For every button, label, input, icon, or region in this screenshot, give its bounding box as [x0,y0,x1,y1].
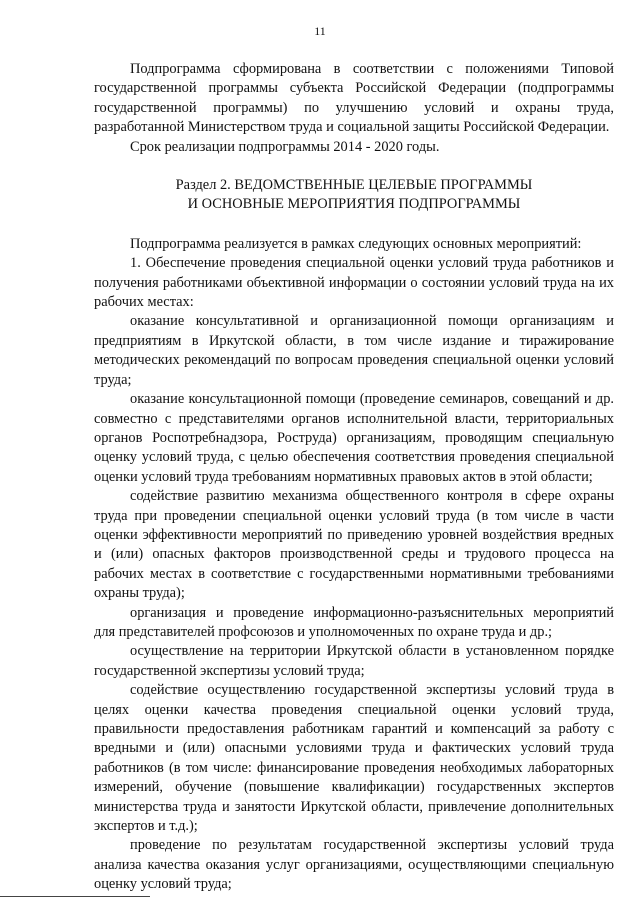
list-subitem: содействие развитию механизма общественного контроля в сфере охраны труда при проведении специальной оценки условий труда (в том числе в части оценки эффективности мероприятий по приведению уровней воздействия вредных и (или) опасных факторов производственной среды и трудового процесса на рабочих местах в соответствие с государственными нормативными требованиями охраны труда); [94,488,614,602]
section-lead: Подпрограмма реализуется в рамках следующих основных мероприятий: [130,235,582,252]
intro-paragraph: Срок реализации подпрограммы 2014 - 2020 годы. [130,138,440,155]
page-number: 11 [314,24,326,38]
document-body [94,60,614,895]
intro-paragraph: Подпрограмма сформирована в соответствии с положениями Типовой государственной программы субъекта Российской Федерации (подпрограммы государственной программы) по улучшению условий и охраны труда, разработанной Министерством труда и социальной защиты Российской Федерации. [94,61,614,136]
list-subitem: содействие осуществлению государственной экспертизы условий труда в целях оценки качества проведения специальной оценки условий труда, правильности предоставления работникам гарантий и компенсаций за работу с вредными и (или) опасными условиями труда и фактических условий труда работников (в том числе: финансирование проведения необходимых лабораторных измерений, обучение (повышение квалификации) государственных экспертов министерства труда и занятости Иркутской области, привлечение дополнительных экспертов и т.д.); [94,682,614,835]
list-subitem: организация и проведение информационно-разъяснительных мероприятий для представителей профсоюзов и уполномоченных по охране труда и др.; [94,604,614,640]
list-subitem: осуществление на территории Иркутской области в установленном порядке государственной экспертизы условий труда; [94,643,614,679]
section-heading-line: И ОСНОВНЫЕ МЕРОПРИЯТИЯ ПОДПРОГРАММЫ [187,196,521,213]
list-subitem: проведение по результатам государственной экспертизы условий труда анализа качества оказания услуг организациями, осуществляющими специальную оценку условий труда; [94,837,614,893]
section-heading-line: Раздел 2. ВЕДОМСТВЕННЫЕ ЦЕЛЕВЫЕ ПРОГРАММЫ [175,177,533,194]
section-heading [94,176,614,215]
list-subitem: оказание консультативной и организационной помощи организациям и предприятиям в Иркутской области, в том числе издание и тиражирование методических рекомендаций по вопросам проведения специальной оценки условий труда; [94,313,614,388]
list-subitem: оказание консультационной помощи (проведение семинаров, совещаний и др. совместно с представителями органов исполнительной власти, территориальных органов Роспотребнадзора, Роструда) организациям, проводящим специальную оценку условий труда, с целью обеспечения соответствия проведения специальной оценки условий труда требованиям нормативных правовых актов в этой области; [94,391,614,485]
footnote-divider [0,896,150,897]
list-item-main: 1. Обеспечение проведения специальной оценки условий труда работников и получения работниками объективной информации о состоянии условий труда на их рабочих местах: [94,255,614,311]
